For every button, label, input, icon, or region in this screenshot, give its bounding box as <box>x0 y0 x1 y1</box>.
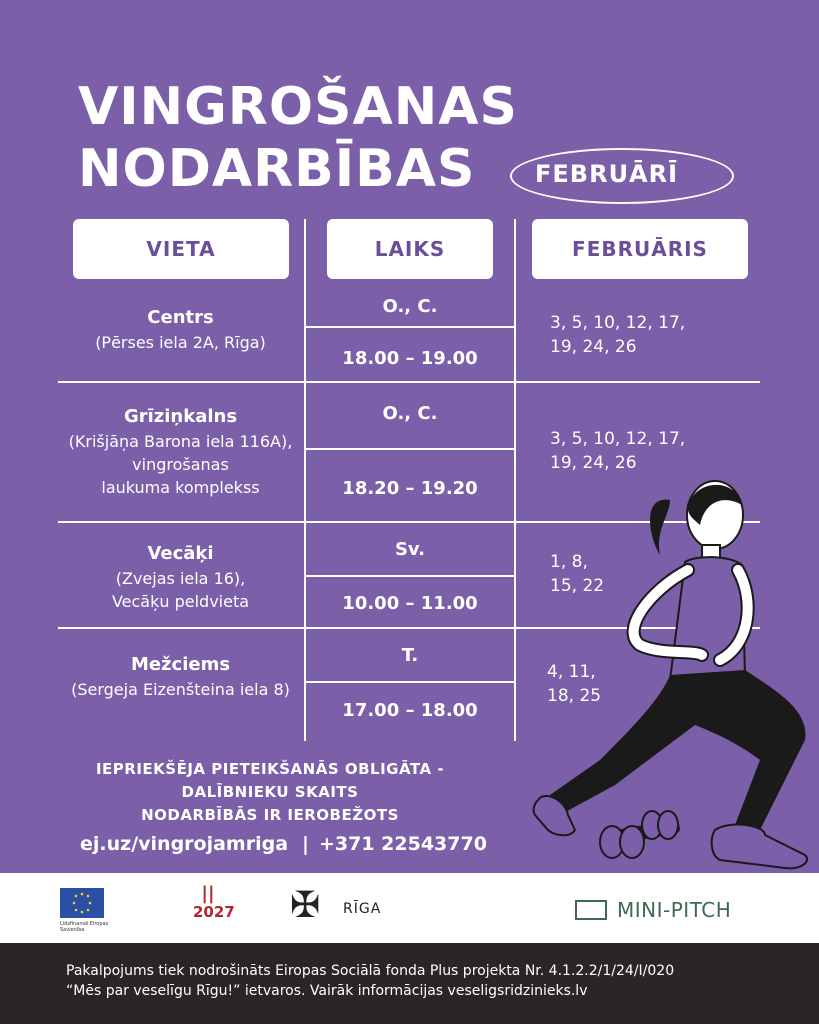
table-divider <box>514 219 516 741</box>
nap-2027-logo: || 2027 <box>193 883 235 921</box>
location-address: Vecāķu peldvieta <box>111 592 250 611</box>
schedule-hours: 10.00 – 11.00 <box>342 593 478 614</box>
location-name: Grīziņkalns <box>123 406 238 427</box>
table-row <box>58 305 303 354</box>
minipitch-logo-text: MINI-PITCH <box>617 898 732 922</box>
location-address: laukuma komplekss <box>101 478 260 497</box>
schedule-dates <box>550 427 685 475</box>
title-line-1: VINGROŠANAS <box>78 77 518 137</box>
location-name: Mežciems <box>130 654 231 675</box>
table-row <box>58 652 303 701</box>
notice-line: IEPRIEKŠĒJA PIETEIKŠANĀS OBLIGĀTA - <box>95 760 445 778</box>
dates-line: 3, 5, 10, 12, 17, <box>550 313 686 333</box>
schedule-hours: 18.00 – 19.00 <box>342 348 478 369</box>
location-name: Centrs <box>147 307 214 328</box>
dates-line: 19, 24, 26 <box>550 337 637 357</box>
dates-line: 18, 25 <box>547 686 602 706</box>
schedule-days: O., C. <box>382 403 438 424</box>
header-place: VIETA <box>73 219 289 279</box>
exercising-woman-illustration <box>520 470 819 890</box>
footer-line: “Mēs par veselīgu Rīgu!” ietvaros. Vairāk informācijas veseligsridzinieks.lv <box>66 983 588 999</box>
dates-line: 3, 5, 10, 12, 17, <box>550 429 686 449</box>
dates-line: 19, 24, 26 <box>550 453 637 473</box>
dates-line: 4, 11, <box>547 662 596 682</box>
eu-flag-logo <box>60 888 104 918</box>
table-divider <box>306 575 514 577</box>
schedule-days: Sv. <box>394 539 426 560</box>
logo-strip <box>0 873 819 943</box>
phone-number[interactable]: +371 22543770 <box>318 833 487 855</box>
schedule-days: O., C. <box>382 296 438 317</box>
footer-line: Pakalpojums tiek nodrošināts Eiropas Sociālā fonda Plus projekta Nr. 4.1.2.2/1/24/I/020 <box>66 963 675 979</box>
contact-info <box>80 833 487 855</box>
notice-line: NODARBĪBĀS IR IEROBEŽOTS <box>141 806 399 824</box>
table-row <box>58 541 303 613</box>
table-row <box>58 404 303 499</box>
riga-emblem-icon: ✠ <box>290 885 321 926</box>
registration-link[interactable]: ej.uz/vingrojamriga <box>80 833 289 855</box>
location-address: (Zvejas iela 16), <box>115 569 246 588</box>
table-divider <box>306 326 514 328</box>
location-address: vingrošanas <box>132 455 229 474</box>
location-address: (Sergeja Eizenšteina iela 8) <box>71 680 290 699</box>
schedule-hours: 17.00 – 18.00 <box>342 700 478 721</box>
schedule-hours: 18.20 – 19.20 <box>342 478 478 499</box>
contact-separator: | <box>302 833 309 855</box>
funding-footer <box>0 943 819 1024</box>
location-name: Vecāķi <box>147 543 214 564</box>
header-month: FEBRUĀRIS <box>532 219 748 279</box>
nap-2027-text: 2027 <box>193 903 235 921</box>
title-line-2: NODARBĪBAS <box>78 139 476 199</box>
registration-notice <box>60 758 480 827</box>
riga-logo-text: RĪGA <box>343 901 382 917</box>
table-divider <box>306 448 514 450</box>
dates-line: 15, 22 <box>550 576 605 596</box>
month-badge: FEBRUĀRĪ <box>535 160 679 188</box>
table-divider <box>306 681 514 683</box>
location-address: (Pērses iela 2A, Rīga) <box>95 333 266 352</box>
location-address: (Krišjāņa Barona iela 116A), <box>68 432 293 451</box>
header-time: LAIKS <box>327 219 493 279</box>
eu-caption: Līdzfinansē Eiropas Savienība <box>60 921 109 933</box>
minipitch-logo-icon <box>575 900 607 920</box>
schedule-dates <box>550 311 685 359</box>
table-divider <box>58 381 760 383</box>
notice-line: DALĪBNIEKU SKAITS <box>181 783 359 801</box>
page-title <box>78 76 518 200</box>
dates-line: 1, 8, <box>550 552 588 572</box>
schedule-days: T. <box>401 645 419 666</box>
